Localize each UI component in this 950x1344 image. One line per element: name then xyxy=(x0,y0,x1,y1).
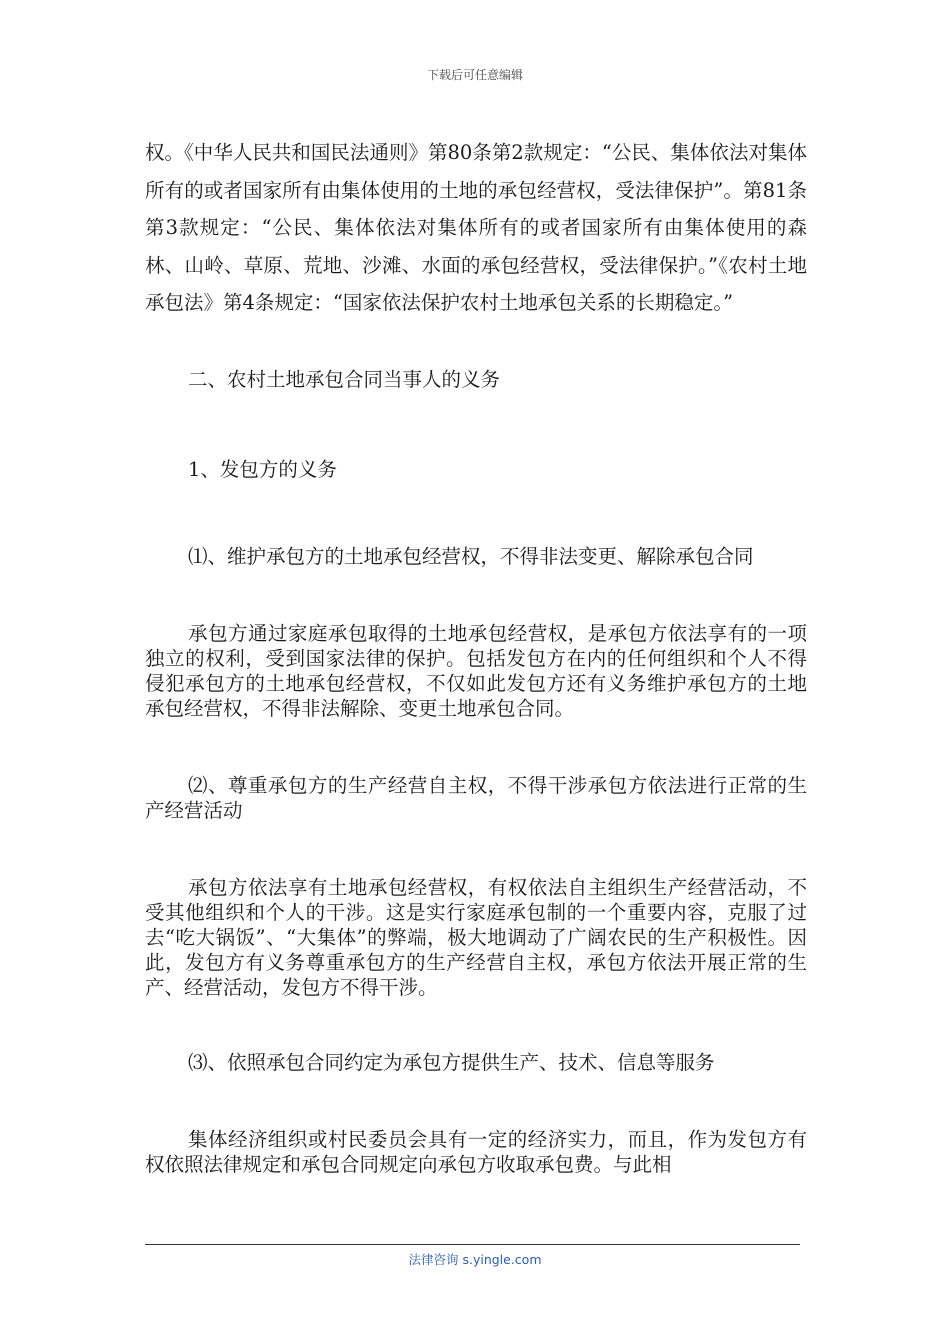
list-item-obligation-3: ⑶、依照承包合同约定为承包方提供生产、技术、信息等服务 xyxy=(188,1050,715,1074)
paragraph-obligation-3-detail: 集体经济组织或村民委员会具有一定的经济实力，而且，作为发包方有权依照法律规定和承包合同规定向承包方收取承包费。与此相 xyxy=(145,1127,807,1176)
page-footer-link[interactable]: 法律咨询 s.yingle.com xyxy=(408,1252,542,1267)
page-header: 下载后可任意编辑 xyxy=(426,68,523,82)
subsection-heading-contractor-obligations: 1、发包方的义务 xyxy=(188,457,337,481)
paragraph-obligation-2-detail: 承包方依法享有土地承包经营权，有权依法自主组织生产经营活动，不受其他组织和个人的干涉。这是实行家庭承包制的一个重要内容，克服了过去“吃大锅饭”、“大集体”的弊端，极大地调动了广阔农民的生产积极性。因此，发包方有义务尊重承包方的生产经营自主权，承包方依法开展正常的生产、经营活动，发包方不得干涉。 xyxy=(145,875,807,999)
footer-divider xyxy=(145,1244,800,1245)
section-heading-obligations: 二、农村土地承包合同当事人的义务 xyxy=(188,367,501,391)
list-item-obligation-1: ⑴、维护承包方的土地承包经营权，不得非法变更、解除承包合同 xyxy=(188,544,754,568)
list-item-obligation-2: ⑵、尊重承包方的生产经营自主权，不得干涉承包方依法进行正常的生产经营活动 xyxy=(145,773,807,822)
document-body xyxy=(145,134,807,1177)
paragraph-legal-basis: 权。《中华人民共和国民法通则》第80条第2款规定：“公民、集体依法对集体所有的或者国家所有由集体使用的土地的承包经营权，受法律保护”。第81条第3款规定：“公民、集体依法对集体所有的或者国家所有由集体使用的森林、山岭、草原、荒地、沙滩、水面的承包经营权，受法律保护。”《农村土地承包法》第4条规定：“国家依法保护农村土地承包关系的长期稳定。” xyxy=(145,141,807,314)
paragraph-obligation-1-detail: 承包方通过家庭承包取得的土地承包经营权，是承包方依法享有的一项独立的权利，受到国家法律的保护。包括发包方在内的任何组织和个人不得侵犯承包方的土地承包经营权，不仅如此发包方还有义务维护承包方的土地承包经营权，不得非法解除、变更土地承包合同。 xyxy=(145,621,807,720)
